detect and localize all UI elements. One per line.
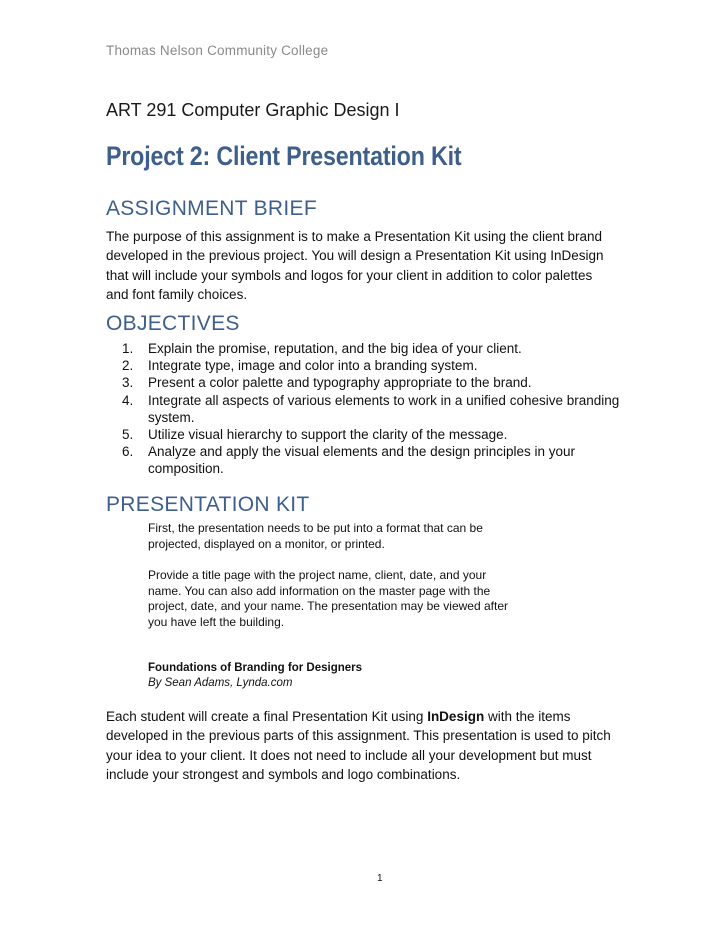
objective-number: 5. (122, 427, 134, 443)
objective-item (106, 357, 626, 374)
objectives-heading: OBJECTIVES (106, 312, 240, 335)
reference-title: Foundations of Branding for Designers (148, 662, 363, 674)
page-title: Project 2: Client Presentation Kit (106, 141, 462, 171)
objective-number: 6. (122, 444, 134, 460)
course-name: ART 291 Computer Graphic Design I (106, 100, 400, 120)
presentation-kit-paragraph-1: First, the presentation needs to be put into a format that can be projected, displayed on a monitor, or printed. (148, 521, 483, 551)
objective-item (106, 374, 626, 391)
objective-number: 1. (122, 341, 134, 356)
assignment-brief-text: The purpose of this assignment is to make a Presentation Kit using the client brand developed in the previous project. You will design a Presentation Kit using InDesign that will include your symbols and logos for your client in addition to color palettes and font family choices. (106, 229, 604, 302)
objective-item (106, 443, 626, 477)
objective-text: Integrate type, image and color into a branding system. (148, 358, 478, 374)
presentation-kit-heading: PRESENTATION KIT (106, 493, 310, 516)
objective-text: Utilize visual hierarchy to support the clarity of the message. (148, 427, 508, 443)
final-kit-text-end: with the items developed in the previous parts of this assignment. This presentation is used to pitch your idea to your client. It does not need to include all your development but must include your strongest and symbols and logo combinations. (106, 709, 611, 782)
presentation-kit-paragraph-2: Provide a title page with the project name, client, date, and your name. You can also add information on the master page with the project, date, and your name. The presentation may be viewed after you have left the building. (148, 568, 508, 629)
objective-text: Explain the promise, reputation, and the big idea of your client. (148, 341, 522, 356)
objective-number: 2. (122, 358, 134, 374)
assignment-brief-heading: ASSIGNMENT BRIEF (106, 197, 317, 220)
objective-item (106, 392, 626, 426)
objective-text: Present a color palette and typography appropriate to the brand. (148, 375, 532, 391)
final-kit-paragraph (106, 707, 611, 784)
objective-text: Integrate all aspects of various elements to work in a unified cohesive branding system. (148, 392, 620, 425)
final-kit-text-start: Each student will create a final Presentation Kit using (106, 709, 428, 724)
college-name: Thomas Nelson Community College (106, 43, 329, 58)
objective-item (106, 340, 626, 357)
objective-number: 4. (122, 392, 134, 408)
reference-author: By Sean Adams, Lynda.com (148, 677, 293, 689)
objectives-list (106, 340, 626, 478)
objective-number: 3. (122, 375, 134, 391)
objective-item (106, 426, 626, 443)
indesign-emphasis: InDesign (427, 709, 485, 724)
objective-text: Analyze and apply the visual elements and the design principles in your composition. (148, 444, 576, 477)
page-number: 1 (377, 873, 383, 884)
